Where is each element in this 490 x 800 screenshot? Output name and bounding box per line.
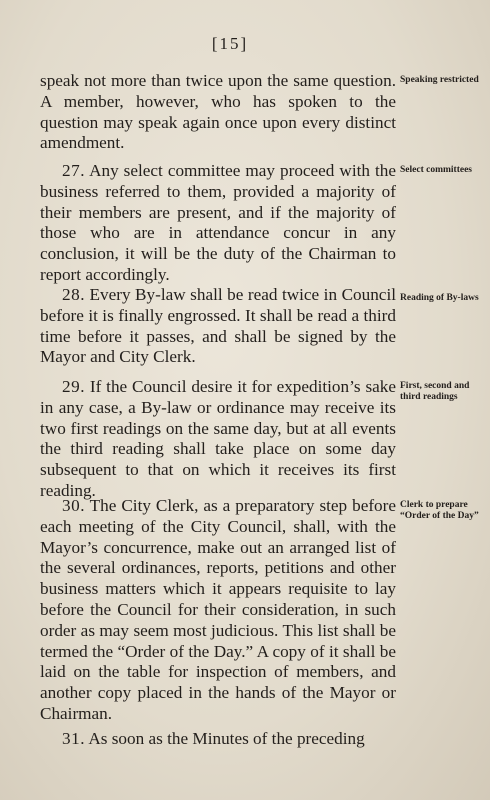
paragraph-text: As soon as the Minutes of the preceding — [88, 729, 365, 748]
margin-note-reading-of-bylaws: Reading of By-laws — [400, 293, 479, 303]
paragraph-31 — [40, 729, 396, 750]
paragraph-number: 29. — [62, 377, 85, 396]
paragraph-27 — [40, 161, 396, 286]
paragraph-text: Any select committee may proceed with the business referred to them, provided a majority of their members are present, and if the majority of those who are in attendance concur in any conclusion, it will be the duty of the Chairman to report accordingly. — [40, 161, 396, 284]
paragraph-number: 28. — [62, 285, 85, 304]
margin-note-speaking-restricted: Speaking restricted — [400, 75, 479, 85]
paragraph-number: 27. — [62, 161, 85, 180]
page-number: [15] — [211, 34, 249, 53]
paragraph-29 — [40, 377, 396, 502]
paragraph-30 — [40, 496, 396, 725]
paragraph-text: Every By-law shall be read twice in Council before it is finally engrossed. It shall be read a third time before it passes, and shall be signed by the Mayor and City Clerk. — [40, 285, 396, 367]
paragraph-number: 30. — [62, 496, 85, 515]
margin-note-order-of-the-day: Clerk to prepare “Order of the Day” — [400, 500, 479, 521]
paragraph-28 — [40, 285, 396, 368]
paragraph-text: If the Council desire it for expedition’s sake in any case, a By-law or ordinance may receive its two first readings on the same day, but at all events the third reading shall take place on some day subsequent to that on which it receives its first reading. — [40, 377, 396, 500]
paragraph-26-continuation — [40, 71, 396, 154]
margin-note-readings: First, second and third readings — [400, 381, 470, 402]
paragraph-text: speak not more than twice upon the same question. A member, however, who has spoken to the question may speak again once upon every distinct amendment. — [40, 71, 396, 153]
paragraph-number: 31. — [62, 729, 85, 748]
margin-note-select-committees: Select committees — [400, 165, 473, 175]
paragraph-text: The City Clerk, as a preparatory step before each meeting of the City Council, shall, with the Mayor’s concurrence, make out an arranged list of the several ordinances, reports, petitions and other business matters which it appears requisite to lay before the Council for their consideration, in such order as may seem most judicious. This list shall be termed the “Order of the Day.” A copy of it shall be laid on the table for inspection of members, and another copy placed in the hands of the Mayor or Chairman. — [40, 496, 396, 723]
